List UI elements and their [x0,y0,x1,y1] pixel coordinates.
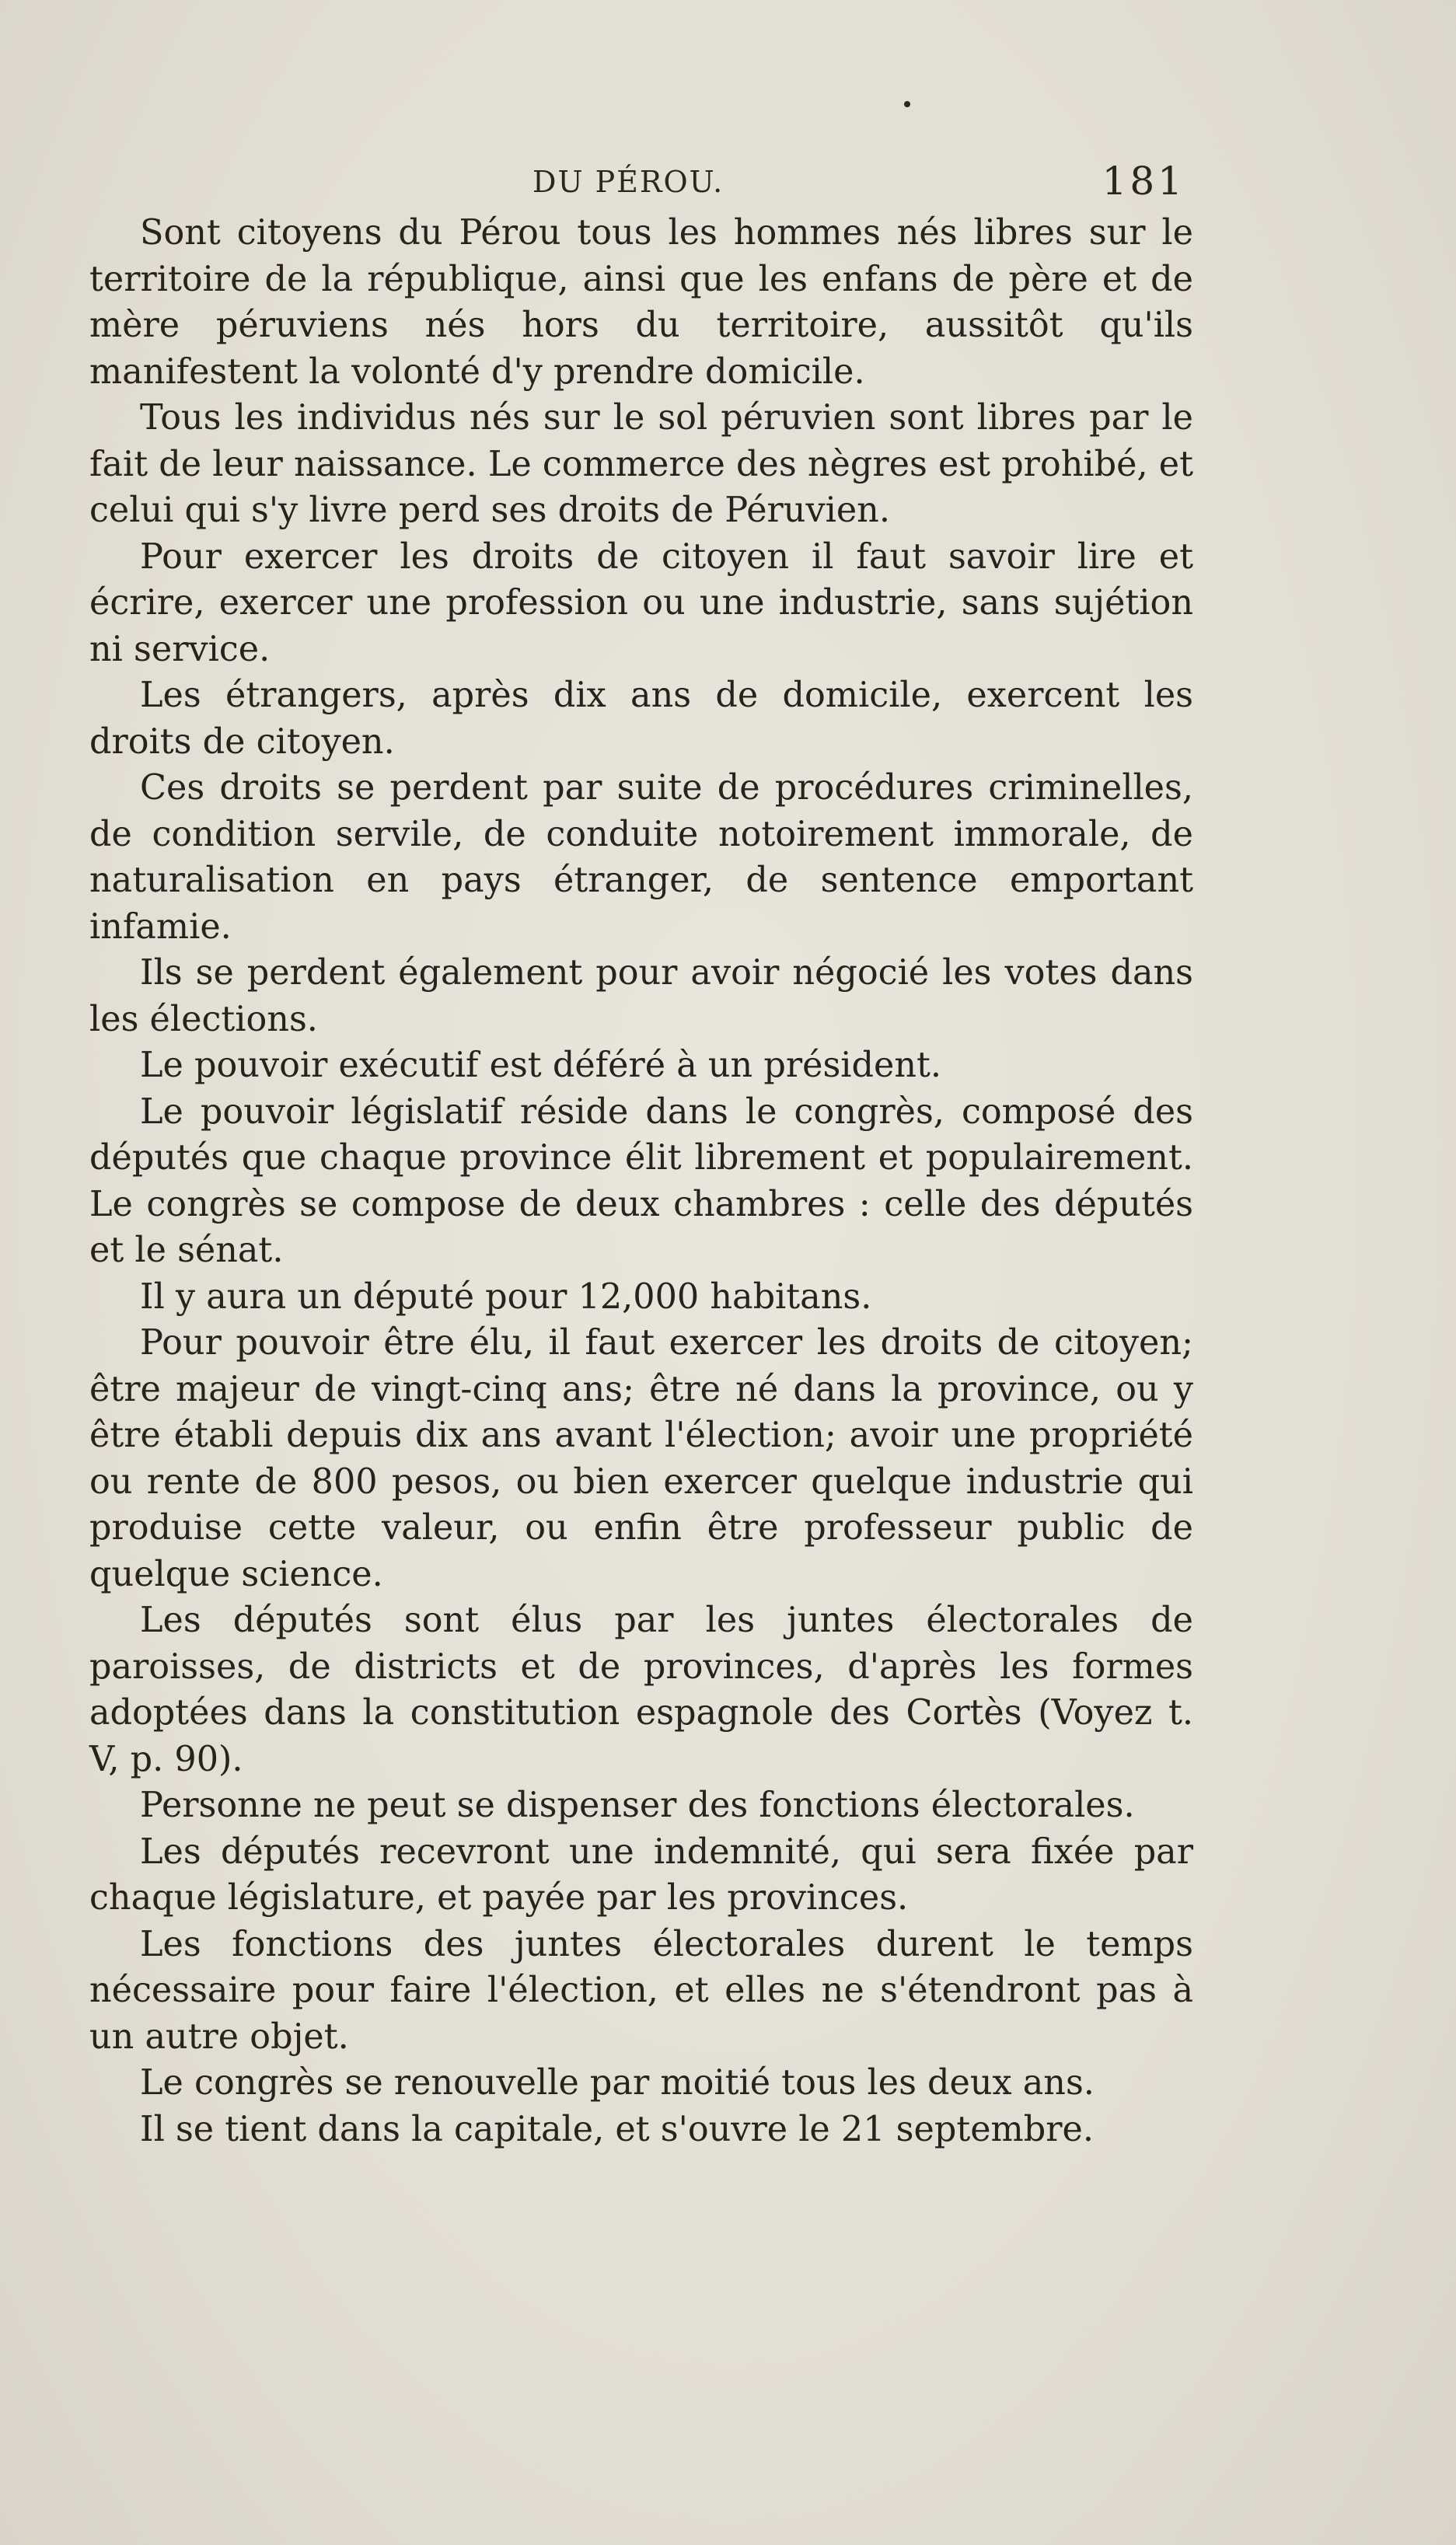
paragraph: Ils se perdent également pour avoir négocié les votes dans les élections. [89,953,1193,1039]
paragraph: Pour pouvoir être élu, il faut exercer les droits de citoyen; être majeur de vingt-cinq ans; être né dans la province, ou y être établi depuis dix ans avant l'élection; avoir une propriété ou rente de 800 pesos, ou bien exercer quelque industrie qui produise cette valeur, ou enfin être professeur public de quelque science. [89,1323,1193,1594]
paragraph: Les députés sont élus par les juntes électorales de paroisses, de districts et de provinces, d'après les formes adoptées dans la constitution espagnole des Cortès (Voyez t. V, p. 90). [89,1601,1193,1779]
paragraph: Ces droits se perdent par suite de procédures criminelles, de condition servile, de conduite notoirement immorale, de naturalisation en pays étranger, de sentence emportant infamie. [89,768,1193,947]
paragraph: Le pouvoir législatif réside dans le congrès, composé des députés que chaque province élit librement et populairement. Le congrès se compose de deux chambres : celle des députés et le sénat. [89,1091,1193,1270]
paragraph: Pour exercer les droits de citoyen il faut savoir lire et écrire, exercer une profession ou une industrie, sans sujétion ni service. [89,536,1193,669]
ink-speck [904,101,910,107]
paragraph: Personne ne peut se dispenser des fonctions électorales. [140,1786,1135,1825]
paragraph: Le congrès se renouvelle par moitié tous les deux ans. [140,2063,1095,2103]
page-number: 181 [1102,159,1185,204]
paragraph: Les députés recevront une indemnité, qui sera fixée par chaque législature, et payée par les provinces. [89,1831,1193,1918]
paragraph: Il y aura un député pour 12,000 habitans. [140,1276,872,1317]
paragraph: Sont citoyens du Pérou tous les hommes nés libres sur le territoire de la république, ainsi que les enfans de père et de mère péruviens nés hors du territoire, aussitôt qu'ils manifestent la volonté d'y prendre domicile. [89,213,1193,392]
paragraph: Tous les individus nés sur le sol péruvien sont libres par le fait de leur naissance. Le commerce des nègres est prohibé, et celui qui s'y livre perd ses droits de Péruvien. [89,398,1193,530]
paragraph: Il se tient dans la capitale, et s'ouvre le 21 septembre. [140,2109,1094,2149]
paragraph: Le pouvoir exécutif est déféré à un président. [140,1046,942,1085]
paragraph: Les fonctions des juntes électorales durent le temps nécessaire pour faire l'élection, et elles ne s'étendront pas à un autre objet. [89,1924,1193,2057]
paragraph: Les étrangers, après dix ans de domicile, exercent les droits de citoyen. [89,676,1193,762]
body-text [89,210,1193,2152]
running-title: DU PÉROU. [532,165,725,199]
page-header [89,155,1185,210]
